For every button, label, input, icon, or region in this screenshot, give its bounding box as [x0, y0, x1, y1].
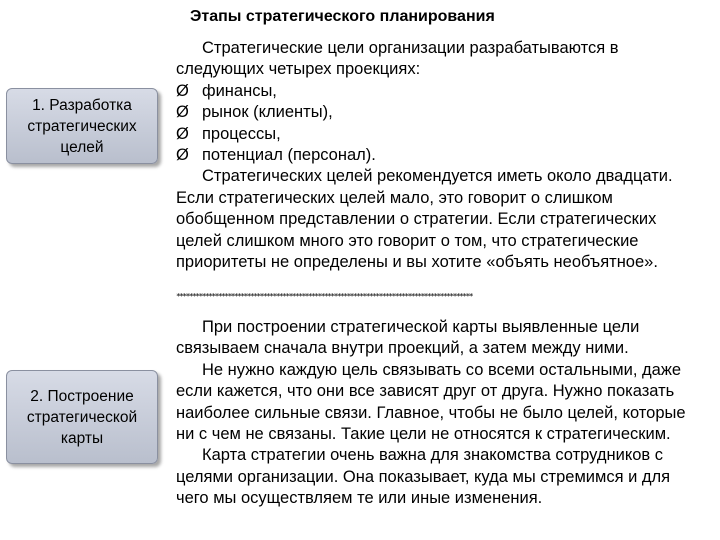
bullet-item [176, 124, 706, 145]
arrow-bullet-icon: Ø [176, 103, 189, 122]
stage-line: целей [60, 138, 104, 156]
bullet-text: потенциал (персонал). [202, 146, 376, 165]
bullet-text: финансы, [202, 81, 277, 100]
bullet-text: рынок (клиенты), [202, 103, 333, 122]
stage-line: стратегической [26, 408, 138, 426]
stage-line: 1. Разработка [32, 96, 132, 114]
bullet-item [176, 102, 706, 123]
separator-line: ******************************************************************************************** [176, 292, 472, 301]
map-paragraph: При построении стратегической карты выявленные цели связываем сначала внутри проекций, а затем между ними. [176, 318, 640, 358]
stage-line: 2. Построение [30, 387, 134, 405]
goals-description [176, 38, 706, 273]
bullet-item [176, 145, 706, 166]
stage-line: карты [60, 429, 104, 447]
arrow-bullet-icon: Ø [176, 124, 189, 143]
goals-count-paragraph: Стратегических целей рекомендуется иметь около двадцати. Если стратегических целей мало, это говорит о слишком обобщенном представлении о стратегии. Если стратегических целей слишком много это говорит о том, что стратегические приоритеты не определены и вы хотите «объять необъятное». [176, 167, 673, 272]
page-title: Этапы стратегического планирования [190, 8, 495, 25]
intro-paragraph: Стратегические цели организации разрабатываются в следующих четырех проекциях: [176, 39, 619, 79]
stage-line: стратегических [27, 117, 137, 135]
map-paragraph: Карта стратегии очень важна для знакомства сотрудников с целями организации. Она показывает, куда мы стремимся и для чего мы осуществляем те или иные изменения. [176, 446, 671, 508]
arrow-bullet-icon: Ø [176, 146, 189, 165]
map-description [176, 317, 706, 510]
map-paragraph: Не нужно каждую цель связывать со всеми остальными, даже если кажется, что они все зависят друг от друга. Нужно показать наиболее сильные связи. Главное, чтобы не было целей, которые ни с чем не связаны. Такие цели не относятся к стратегическим. [176, 360, 686, 444]
bullet-item [176, 81, 706, 102]
stage-box-development [6, 88, 158, 164]
bullet-text: процессы, [202, 124, 281, 143]
arrow-bullet-icon: Ø [176, 81, 189, 100]
stage-box-map-building [6, 370, 158, 464]
